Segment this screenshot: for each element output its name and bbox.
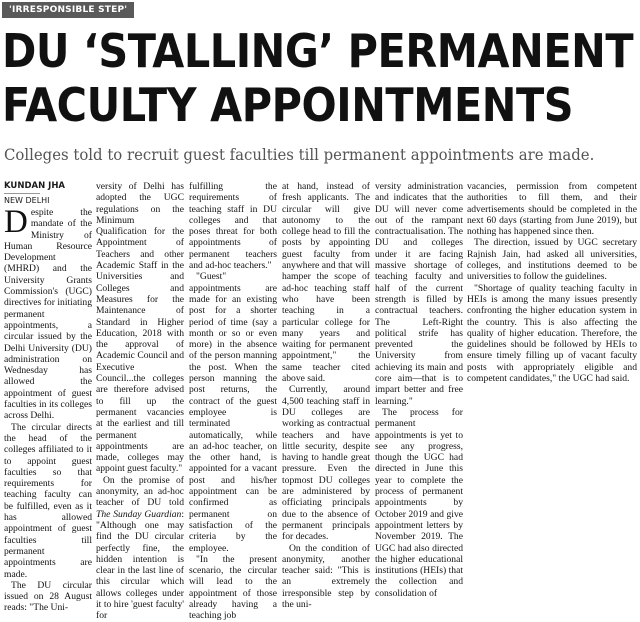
headline-line-2: FACULTY APPOINTMENTS <box>2 78 574 132</box>
paragraph-text: : "Although one may find the DU circular perfectly fine, the hidden intention is clear in the last line of this circular which allows colleges under it to hire 'guest faculty' for <box>96 508 184 622</box>
paragraph: The DU circular issued on 28 August reads: "The Uni- <box>4 579 92 614</box>
paragraph: On the condition of anonymity, another teacher said: "This is an extremely irresponsible step by the uni- <box>282 542 370 610</box>
article-column-6 <box>467 181 637 384</box>
byline-divider <box>4 193 40 194</box>
dateline: NEW DELHI <box>4 196 50 205</box>
paragraph: "In the present scenario, the circular will lead to the appointment of those already having a teaching job <box>189 553 277 622</box>
paragraph-text: espite the mandate of the Ministry of Human Resource Development (MHRD) and the University Grants Commission's (UGC) directives for initiating permanent appointments, a circular issued by the Delhi University (DU) administration on Wednesday has allowed the appointment of guest faculties in its colleges across Delhi. <box>4 207 92 422</box>
article-column-5 <box>375 181 463 599</box>
paragraph: The direction, issued by UGC secretary Rajnish Jain, had asked all universities, colleges, and institutions deemed to be universities to follow the guidelines. <box>467 237 637 283</box>
paragraph: The process for permanent appointments is yet to see any progress, though the UGC had directed in June this year to complete the process of permanent appointments by October 2019 and give appointment letters by November 2019. The UGC had also directed the higher educational institutions (HEIs) that the collection and consolidation of <box>375 406 463 599</box>
drop-cap: D <box>4 204 28 240</box>
article-column-3 <box>189 181 277 622</box>
section-tag: 'IRRESPONSIBLE STEP' <box>2 2 134 18</box>
paragraph: The circular directs the head of the colleges affiliated to it to appoint guest faculties so that requirements for teaching faculty can be fulfilled, even as it has allowed appointment of guest faculties till permanent appointments are made. <box>4 421 92 580</box>
paragraph: versity administration and indicates that the DU will never come out of the rampant contractualisation. The DU and colleges under it are facing massive shortage of teaching faculty and half of the current strength is filled by contractual teachers. The Left-Right political strife has prevented the University from achieving its main and core aim—that is to impart better and free learning." <box>375 181 463 407</box>
paragraph: vacancies, permission from competent authorities to fill them, and their advertisements should be completed in the next 60 days (starting from June 2019), but nothing has happened since then. <box>467 181 637 238</box>
article-column-1 <box>4 204 92 614</box>
paragraph: "Shortage of quality teaching faculty in HEIs is among the many issues presently confronting the higher education system in the country. This is also affecting the quality of higher education. Therefore, the guidelines should be followed by HEIs to ensure timely filling up of vacant faculty posts with appropriately eligible and competent candidates," the UGC had said. <box>467 282 637 385</box>
paragraph: fulfilling the requirements of teaching staff in DU colleges and that poses threat for both appointments of permanent teachers and ad-hoc teachers." <box>189 181 277 272</box>
publication-name: The Sunday Guardian <box>96 508 182 520</box>
paragraph: Currently, around 4,500 teaching staff in DU colleges are working as contractual teachers and have little security, despite having to handle great pressure. Even the topmost DU colleges are administered by officiating principals due to the absence of permanent principals for decades. <box>282 384 370 543</box>
headline <box>2 24 634 132</box>
paragraph: at hand, instead of fresh applicants. The circular will give autonomy to the college head to fill the posts by appointing guest faculty from anywhere and that will hamper the scope of ad-hoc teaching staff who have been teaching in a particular college for many years and waiting for permanent appointment," the same teacher cited above said. <box>282 181 370 385</box>
paragraph-text: On the promise of anonymity, an ad-hoc teacher of DU told <box>96 474 184 509</box>
subheadline: Colleges told to recruit guest faculties till permanent appointments are made. <box>4 145 595 164</box>
article-column-2 <box>96 181 184 622</box>
paragraph <box>96 475 184 622</box>
headline-line-1: DU ‘STALLING’ PERMANENT <box>2 24 634 78</box>
paragraph <box>4 204 92 422</box>
byline <box>4 181 65 206</box>
paragraph: "Guest" appointments are made for an existing post for a shorter period of time (say a month or so or even more) in the absence of the person manning the post. When the person manning the post returns, the contract of the guest employee is terminated automatically, while an ad-hoc teacher, on the other hand, is appointed for a vacant post and his/her appointment can be confirmed as permanent on satisfaction of the criteria by the employee. <box>189 271 277 554</box>
article-column-4 <box>282 181 370 610</box>
paragraph: versity of Delhi has adopted the UGC regulations on the Minimum Qualification for the Appointment of Teachers and other Academic Staff in the Universities and Colleges and Measures for the Maintenance of Standard in Higher Education, 2018 with the approval of Academic Council and Executive Council...the colleges are therefore advised to fill up the permanent vacancies at the earliest and till permanent appointments are made, colleges may appoint guest faculty." <box>96 181 184 475</box>
author-name: KUNDAN JHA <box>4 181 66 191</box>
